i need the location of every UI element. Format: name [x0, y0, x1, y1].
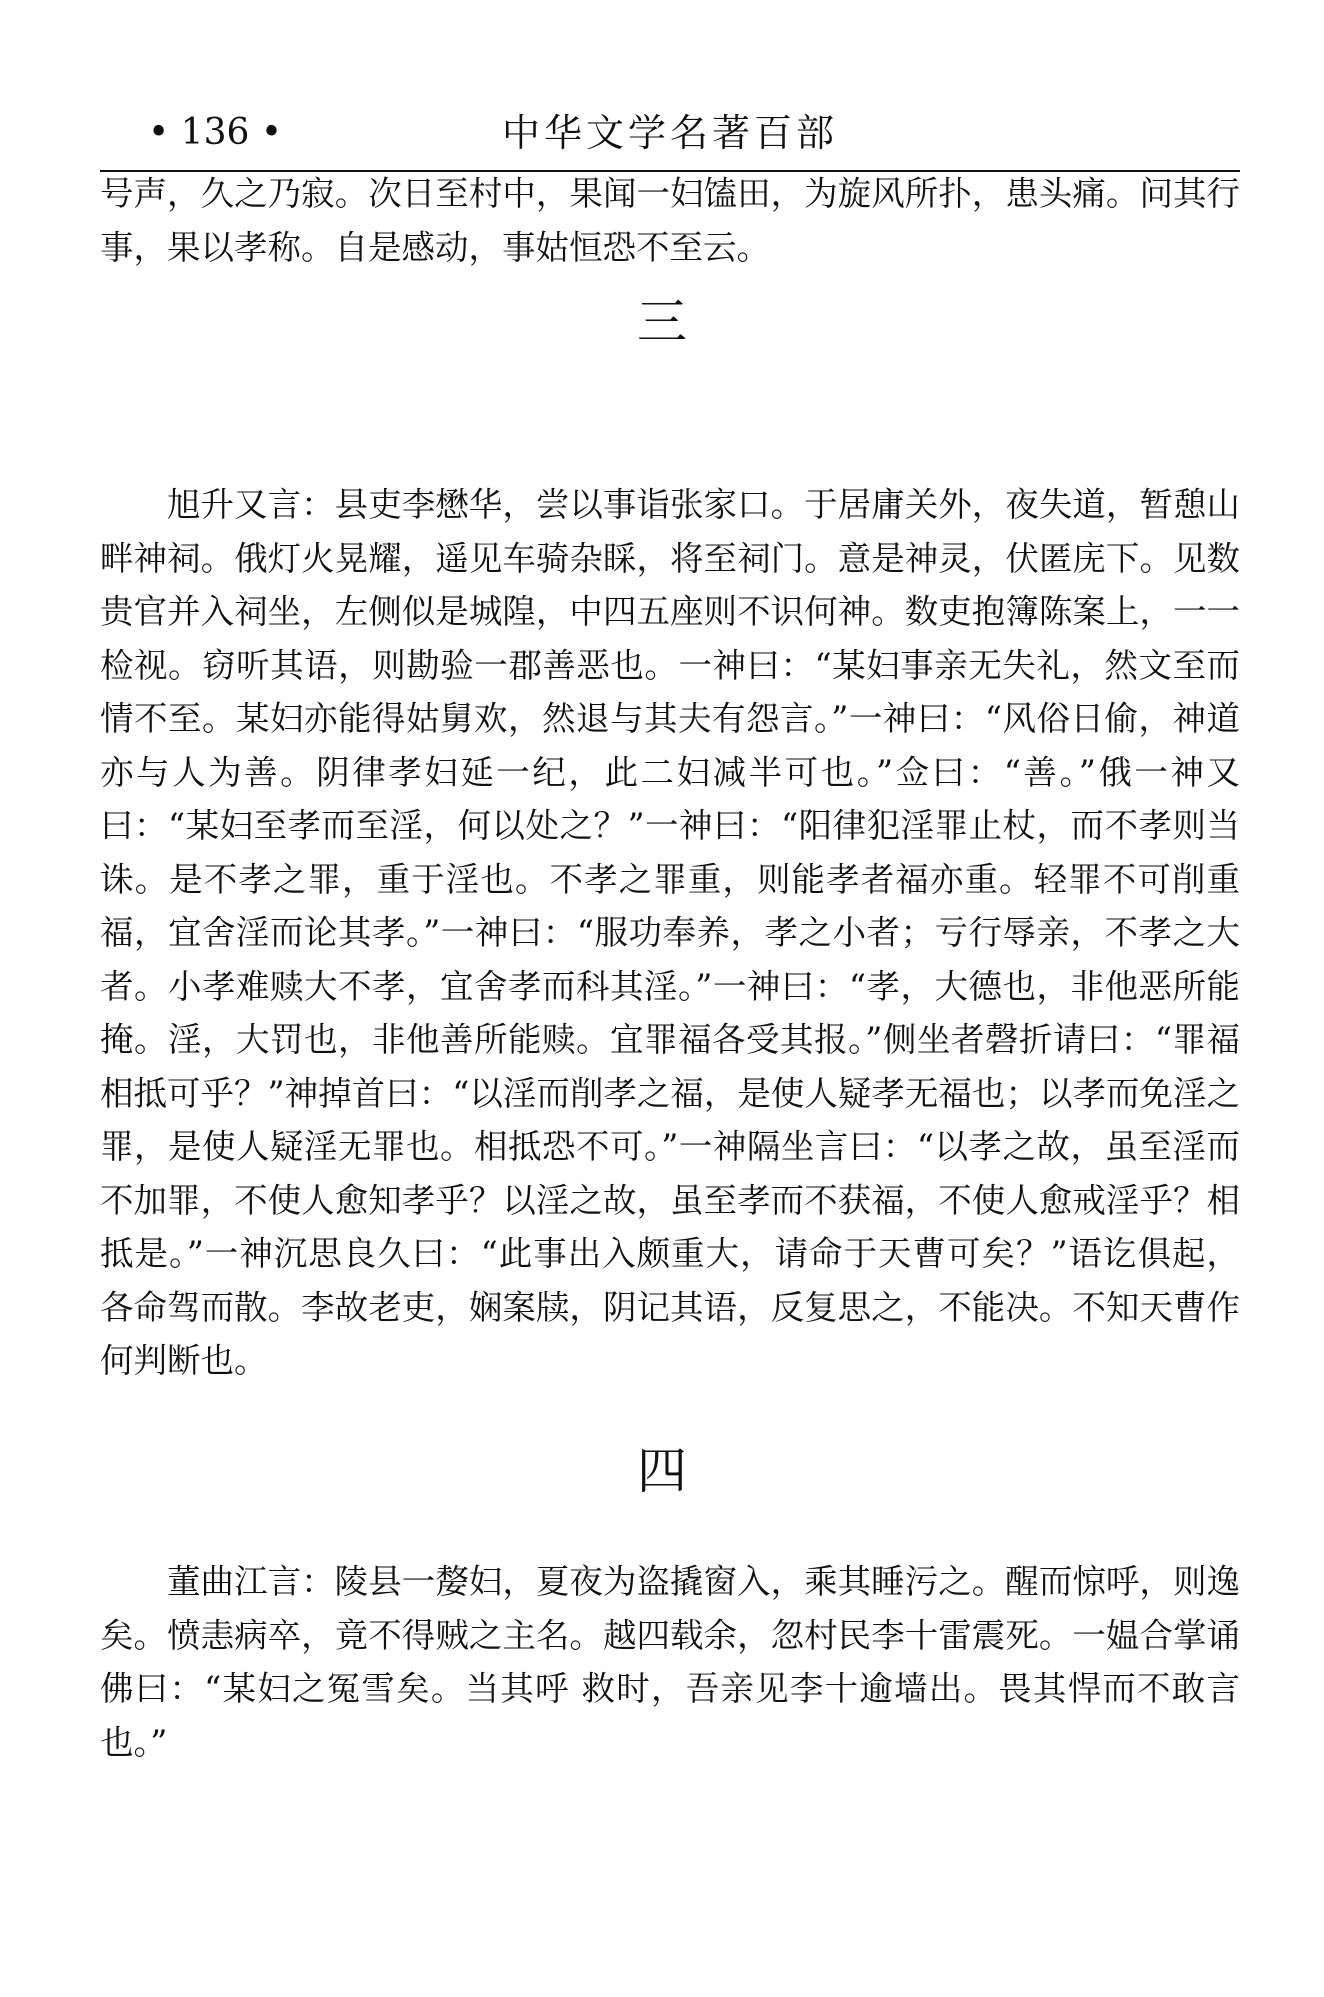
section-four-paragraph: 董曲江言：陵县一嫠妇，夏夜为盗撬窗入，乘其睡污之。醒而惊呼，则逸矣。愤恚病卒，竟不得贼之主名。越四载余，忽村民李十雷震死。一媪合掌诵佛曰：“某妇之冤雪矣。当其呼 救时，吾亲见李十逾墙出。畏其悍而不敢言也。”: [100, 1562, 1240, 1762]
section-heading-four: 四: [637, 1442, 687, 1500]
intro-paragraph: 号声，久之乃寂。次日至村中，果闻一妇馌田，为旋风所扑，患头痛。问其行事，果以孝称。自是感动，事姑恒恐不至云。: [100, 174, 1240, 267]
section-three-paragraph: 旭升又言：县吏李懋华，尝以事诣张家口。于居庸关外，夜失道，暂憩山畔神祠。俄灯火晃耀，遥见车骑杂睬，将至祠门。意是神灵，伏匿庑下。见数贵官并入祠坐，左侧似是城隍，中四五座则不识何神。数吏抱簿陈案上，一一检视。窃听其语，则勘验一郡善恶也。一神曰：“某妇事亲无失礼，然文至而情不至。某妇亦能得姑舅欢，然退与其夫有怨言。”一神曰：“风俗日偷，神道亦与人为善。阴律孝妇延一纪，此二妇减半可也。”佥曰：“善。”俄一神又曰：“某妇至孝而至淫，何以处之？”一神曰：“阳律犯淫罪止杖，而不孝则当诛。是不孝之罪，重于淫也。不孝之罪重，则能孝者福亦重。轻罪不可削重福，宜舍淫而论其孝。”一神曰：“服功奉养，孝之小者；亏行辱亲，不孝之大者。小孝难赎大不孝，宜舍孝而科其淫。”一神曰：“孝，大德也，非他恶所能掩。淫，大罚也，非他善所能赎。宜罪福各受其报。”侧坐者磬折请曰：“罪福相抵可乎？”神掉首曰：“以淫而削孝之福，是使人疑孝无福也；以孝而免淫之罪，是使人疑淫无罪也。相抵恐不可。”一神隔坐言曰：“以孝之故，虽至淫而不加罪，不使人愈知孝乎？以淫之故，虽至孝而不获福，不使人愈戒淫乎？相抵是。”一神沉思良久曰：“此事出入颇重大，请命于天曹可矣？”语讫俱起，各命驾而散。李故老吏，娴案牍，阴记其语，反复思之，不能决。不知天曹作何判断也。: [100, 485, 1240, 1380]
intro-text-block: [100, 167, 1240, 274]
section-four-text-block: [100, 1555, 1240, 1769]
section-three-text-block: [100, 478, 1240, 1388]
running-title: 中华文学名著百部: [501, 111, 838, 155]
section-heading-three: 三: [637, 293, 687, 351]
page-header: [100, 105, 1240, 167]
page-number: • 136 •: [148, 112, 283, 153]
